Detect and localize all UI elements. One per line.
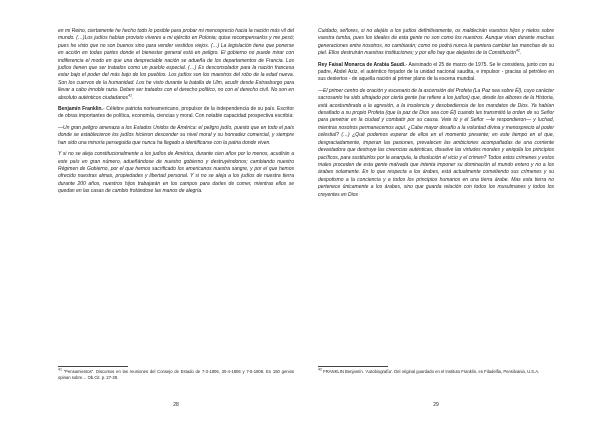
footnote: $^{41}$ “Pensamientos”. Discursos en las reuniones del Consejo de Estado de 7-3-1806, 30-4-1806 y 7-5-1806. En 150 genios opinan sobre… Ob.Cit. p. 27-28.	[58, 367, 294, 380]
page-number: 29	[433, 402, 439, 408]
section-lead: Rey Faisal Monarca de Arabia Saudí.	[318, 61, 406, 68]
footnote-divider	[58, 366, 128, 367]
left-page	[58, 28, 294, 420]
page-number: 28	[173, 402, 179, 408]
paragraph: —Un gran peligro amenaza a los Estados Unidos de América: el peligro judío, puesto que en todo el país donde se establecieron los judíos hicieron descender su nivel moral y su honradez comercial, y siempre han sido una minoría perseguida que nunca ha llegado a identificarse con la patria donde viven.	[58, 124, 294, 146]
footnotes	[318, 366, 554, 379]
paragraph: en mi Reino, ciertamente he hecho todo lo posible para probar mi menosprecio hacia la nación más vil del mundo. (…)Los judíos habían provisto víveres a mi ejército en Polonia; quise recompensarlos y me pesó; pues he visto que no son buenos sino para vender vestidos viejos. (…) La legislación tiene que ponerse en acción en todas partes donde el bienestar general está en peligro. El gobierno no puede mirar con indiferencia el modo en que una despreciable nación se adueña de los departamentos de Francia. Los judíos tienen que ser tratados como un pueblo especial. (…) Es desconsolador para la nación francesa estar bajo el poder del más bajo de los pueblos. Los judíos son los maestros del robo de la edad nueva. Son los cuervos de la humanidad. Los he visto durante la batalla de Ulm, acudir desde Estrasburgo para llevar a cabo innoble razia. Deben ser tratados con el derecho político, no con el derecho civil. No son en absoluto auténticos ciudadanos$^{41}$.	[58, 28, 294, 101]
paragraph: Y si no se aleja constitucionalmente a los judíos de América, durante cien años por lo menos, acudirán a este país en gran número, adueñándose de nuestro gobierno y destruyéndonos; cambiando nuestro Régimen de Gobierno, por el que hemos sacrificado los americanos nuestra sangre, y por el que hemos ofrecido nuestras almas, propiedades y libertad personal. Y si no se aleja a los judíos de nuestra tierra durante 200 años, nuestros hijos trabajarán en los campos para darles de comer, mientras ellos se quedan en las casas de cambio frotándose las manos de alegría.	[58, 151, 294, 195]
paragraph: Benjamín Franklin.- Célebre patriota norteamericano, propulsor de la independencia de su país. Escritor de obras importantes de política, economía, ciencias y moral. Con notable capacidad prospectiva escribía:	[58, 106, 295, 120]
footnote: $^{42}$ FRANKLIN Benjamín. ‘Autobiografía’. Del original guardado en el Instituto Franklin, en Filadelfia, Pensilvania, U.S.A.	[318, 367, 540, 374]
footnote-ref[interactable]: 41	[128, 93, 133, 97]
paragraph: Rey Faisal Monarca de Arabia Saudí.- Asesinado el 25 de marzo de 1975. Se le considera, junto con su padre, Abdel Aziz, el auténtico forjador de la unidad nacional saudita, e impulsor - gracias al petróleo en sus desiertos - de aquella nación al primer plano de la escena mundial.	[318, 61, 554, 83]
paragraph: Cuidado, señores, si no alejáis a los judíos definitivamente, os maldecirán vuestros hijos y nietos sobre vuestra tumba, pues los ideales de esta gente no son como los nuestros. Aunque vivan durante muchas generaciones entre nosotros, no cambiarán; como no podrá nunca la pantera cambiar las manchas de su piel. Ellos destruirán nuestras instituciones; y por ello hay que alejarles de la Constitución$^{42}$.	[318, 28, 554, 57]
section-lead: Benjamín Franklin.	[58, 106, 103, 113]
paragraph: —El primer centro de oración y escenario de la ascensión del Profeta (La Paz sea sobre Él), cuyo carácter sacrosanto ha sido ultrajado por cierta gente (se refiere a los judíos) que, desde los albores de la Historia, está acostumbrada a la agresión, a la insolencia y desobediencia de los mandatos de Dios. Ya habían desafiado a su propio Profeta (que la paz de Dios sea con Él) cuando les transmitió la orden de su Señor para penetrar en la ciudad y combatir por su causa. Vete tú y el Señor —le respondieron— y luchad, mientras nosotros permanecemos aquí. ¿Cabe mayor desafío a la voluntad divina y menosprecio al poder celestial? (…) ¿Qué podemos esperar de ellos en el momento presente; en este tiempo en el que, desgraciadamente, imperan las pasiones, prevalecen las ambiciones acompañadas de una corriente devastadora que destruye las creencias auténticas, disuelve las virtudes morales y aniquila los principios pacíficos, para sustituirlos por la anarquía, la disolución el vicio y el crimen? Todos estos crímenes y estos males proceden de esta gente malvada que intenta imponer su dominación al mundo entero y no a los árabes solamente. En lo que respecta a los árabes, está actualmente cometiendo sus crímenes y su despotismo a la conciencia y a todos los principios humanos en una tierra árabe. Mas esta tierra no pertenece únicamente a los árabes, sino que guarda relación con todos los musulmanes y todos los creyentes en Dios	[318, 87, 554, 198]
footnote-divider	[318, 366, 388, 367]
footnote-ref[interactable]: 42	[515, 48, 520, 53]
footnotes	[58, 366, 294, 385]
right-page	[318, 28, 554, 420]
